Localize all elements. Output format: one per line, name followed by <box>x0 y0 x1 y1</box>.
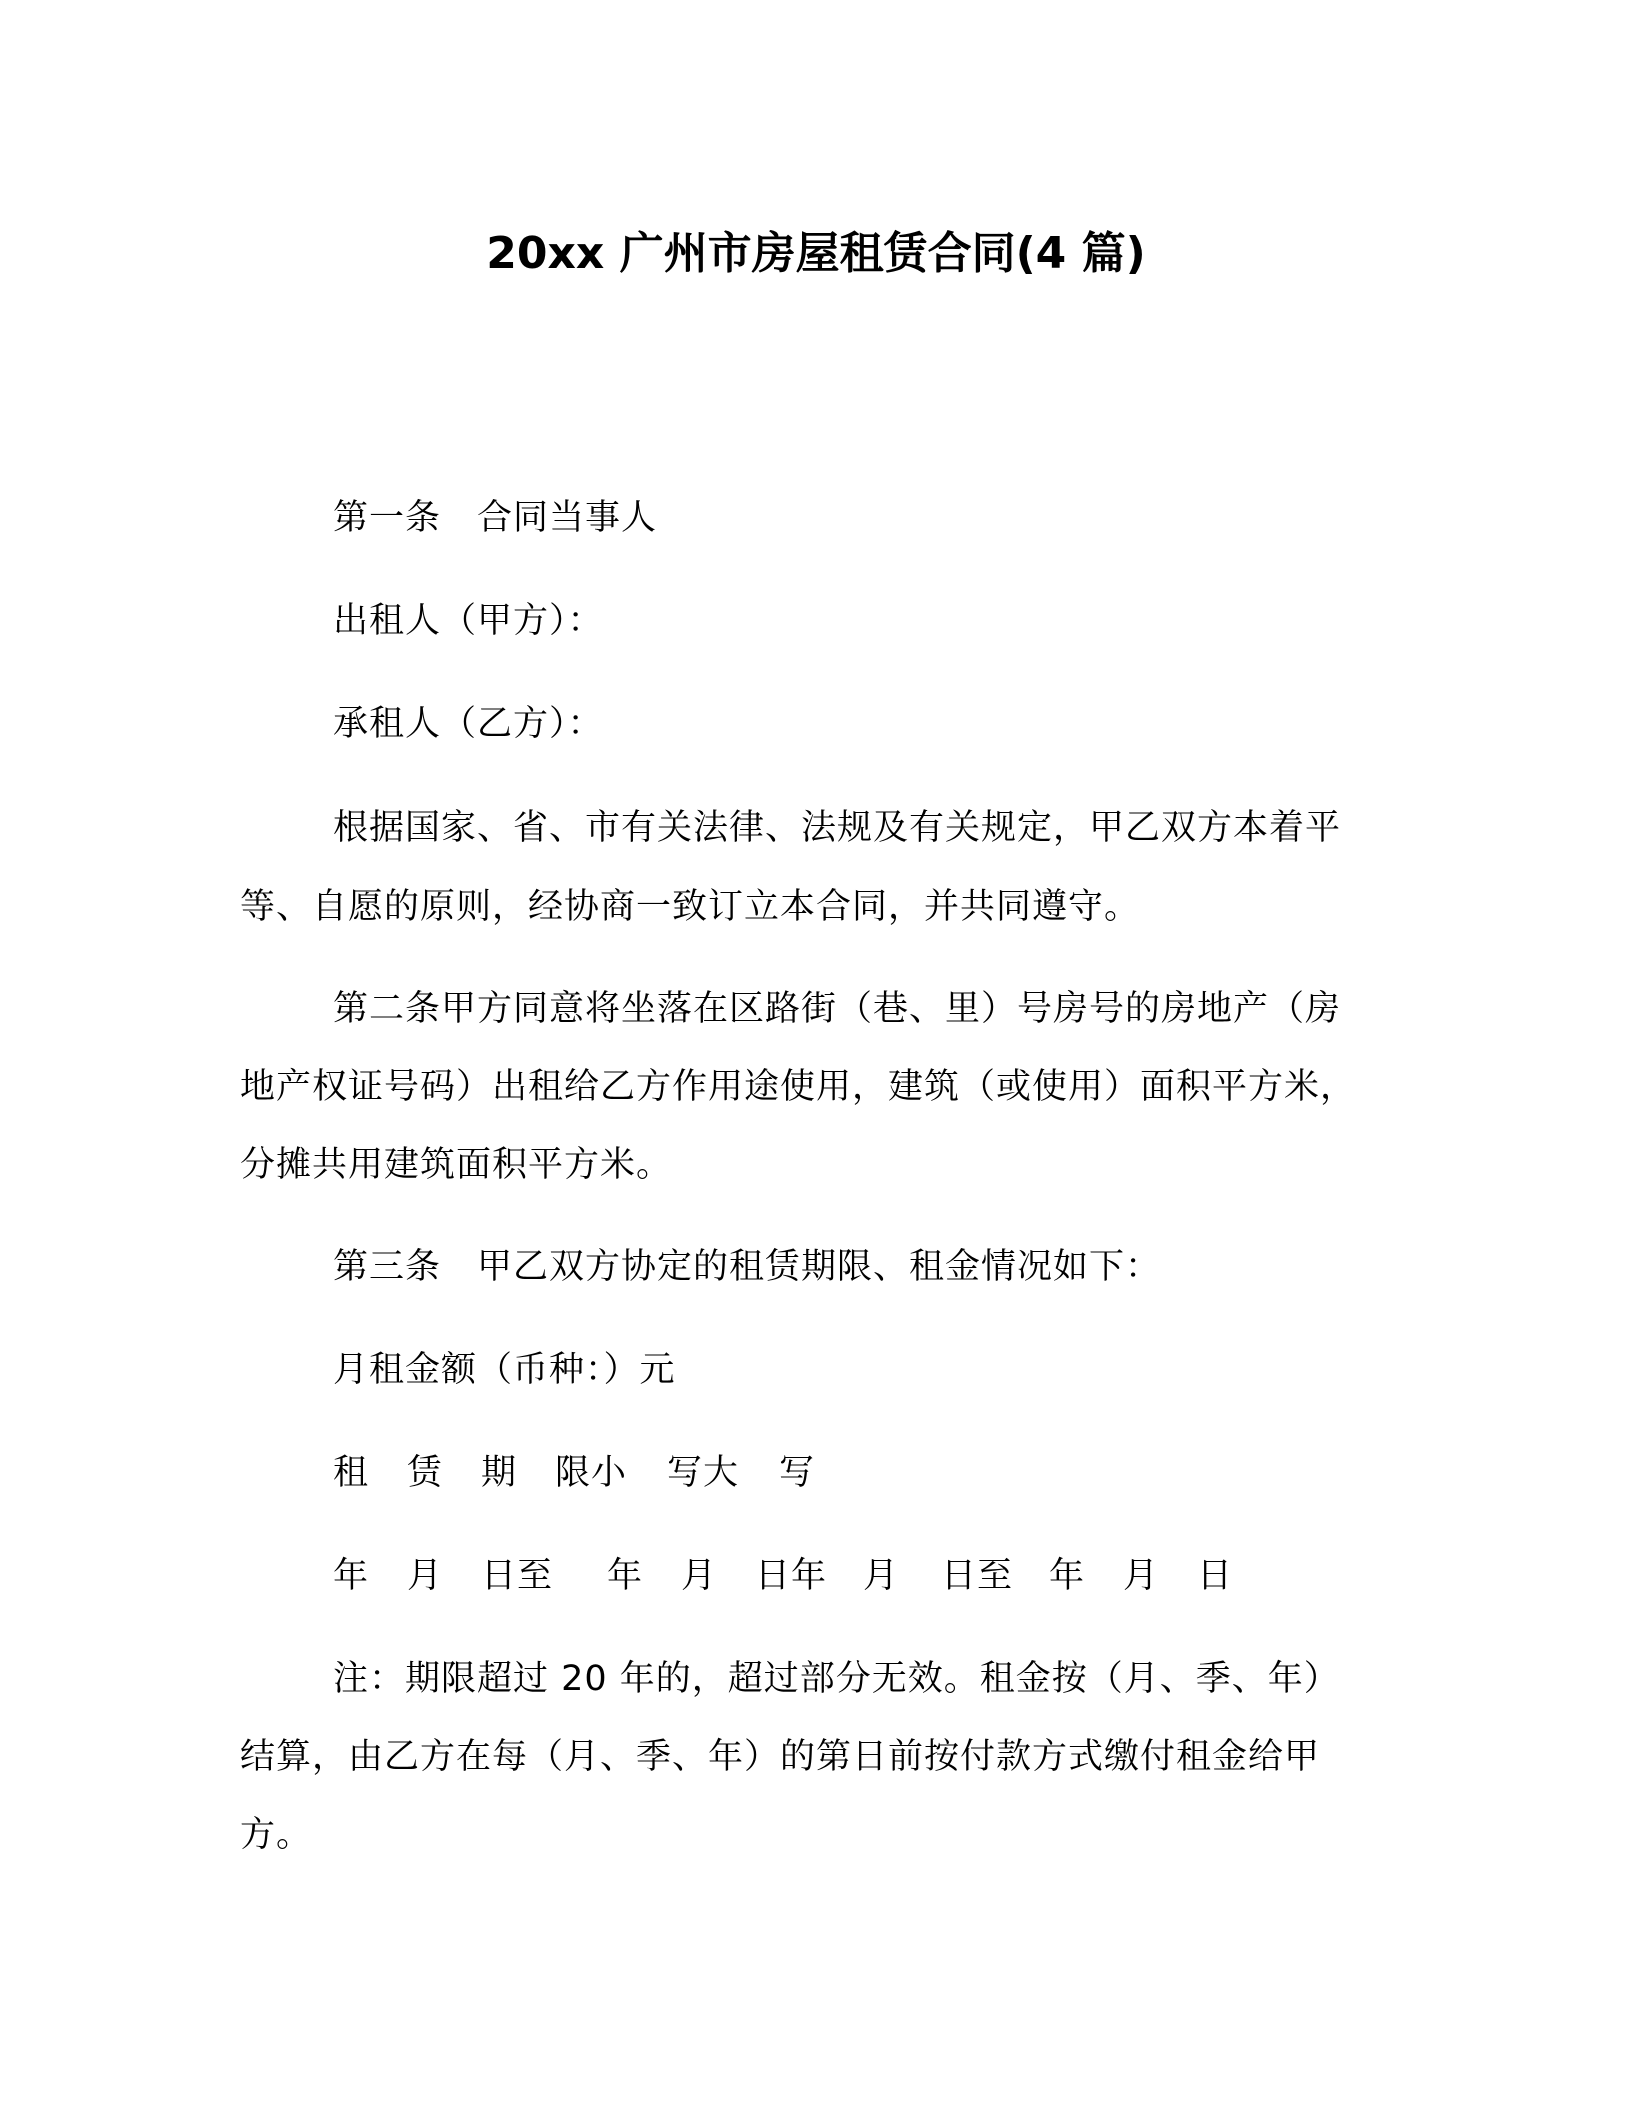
note-line-3: 方。 <box>240 1815 313 1855</box>
term-cell: 限小 <box>555 1453 628 1493</box>
lease-term-row <box>333 1450 819 1496</box>
monthly-rent-line: 月租金额（币种：）元 <box>333 1350 676 1390</box>
article-1-heading: 第一条 合同当事人 <box>333 498 658 538</box>
note-line-1: 注：期限超过 20 年的，超过部分无效。租金按（月、季、年） <box>333 1659 1340 1699</box>
paragraph-2-line-3: 分摊共用建筑面积平方米。 <box>240 1145 673 1185</box>
lease-date-row <box>333 1553 1237 1599</box>
date-cell: 日 <box>1197 1556 1234 1596</box>
paragraph-1-line-1: 根据国家、省、市有关法律、法规及有关规定，甲乙双方本着平 <box>333 808 1342 848</box>
paragraph-1-line-2: 等、自愿的原则，经协商一致订立本合同，并共同遵守。 <box>240 887 1141 927</box>
date-cell: 月 <box>407 1556 444 1596</box>
date-cell: 日至 <box>941 1556 1014 1596</box>
date-cell: 日至 <box>481 1556 554 1596</box>
term-cell: 写大 <box>667 1453 740 1493</box>
date-cell: 月 <box>681 1556 718 1596</box>
article-3-heading: 第三条 甲乙双方协定的租赁期限、租金情况如下： <box>333 1247 1162 1287</box>
term-cell: 赁 <box>407 1453 444 1493</box>
date-cell: 月 <box>1123 1556 1160 1596</box>
lessee-line: 承租人（乙方）： <box>333 704 604 744</box>
date-cell: 年 <box>1049 1556 1086 1596</box>
term-cell: 写 <box>779 1453 816 1493</box>
paragraph-2-line-2: 地产权证号码）出租给乙方作用途使用，建筑（或使用）面积平方米， <box>240 1067 1357 1107</box>
document-title: 20xx 广州市房屋租赁合同(4 篇) <box>486 228 1146 279</box>
date-cell: 月 <box>863 1556 900 1596</box>
paragraph-2-line-1: 第二条甲方同意将坐落在区路街（巷、里）号房号的房地产（房 <box>333 989 1342 1029</box>
lessor-line: 出租人（甲方）： <box>333 601 604 641</box>
date-cell: 日年 <box>755 1556 828 1596</box>
date-cell: 年 <box>607 1556 644 1596</box>
note-line-2: 结算，由乙方在每（月、季、年）的第日前按付款方式缴付租金给甲 <box>240 1737 1321 1777</box>
term-cell: 租 <box>333 1453 370 1493</box>
date-cell: 年 <box>333 1556 370 1596</box>
term-cell: 期 <box>481 1453 518 1493</box>
